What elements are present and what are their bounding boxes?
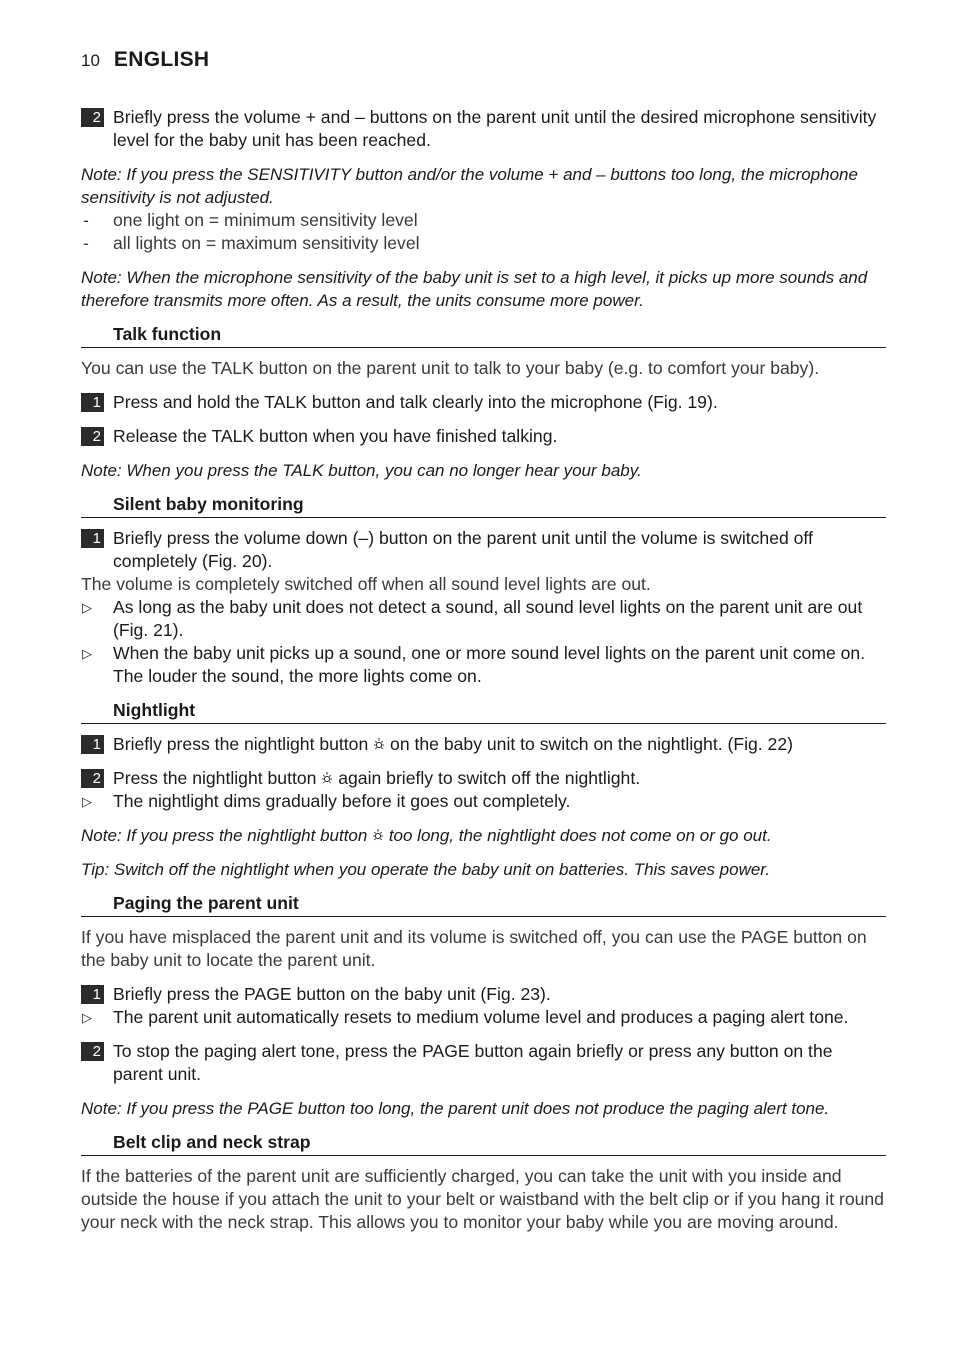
step-text: To stop the paging alert tone, press the PAGE button again briefly or press any button on the parent unit.: [113, 1041, 833, 1084]
dash-marker: -: [83, 210, 89, 230]
step-item: [81, 106, 886, 152]
triangle-bullet-icon: ▷: [82, 600, 92, 615]
list-item: [81, 232, 886, 255]
step-text-end: on the baby unit to switch on the nightlight. (Fig. 22): [390, 734, 793, 754]
step-item: [81, 983, 886, 1006]
step-text: Briefly press the PAGE button on the baby unit (Fig. 23).: [113, 984, 551, 1004]
list-item: [81, 1006, 886, 1029]
list-item-text: one light on = minimum sensitivity level: [113, 210, 418, 230]
section-heading-belt-clip: Belt clip and neck strap: [81, 1131, 886, 1156]
note-text-end: too long, the nightlight does not come on or go out.: [388, 826, 772, 845]
step-number: 1: [81, 529, 104, 548]
step-number: 2: [81, 1042, 104, 1061]
step-text: Press and hold the TALK button and talk clearly into the microphone (Fig. 19).: [113, 392, 718, 412]
tip: Tip: Switch off the nightlight when you operate the baby unit on batteries. This saves power.: [81, 860, 771, 879]
step-item: [81, 733, 886, 756]
step-text: Briefly press the volume down (–) button on the parent unit until the volume is switched off completely (Fig. 20).: [113, 528, 813, 571]
step-item: [81, 527, 886, 573]
list-item: [81, 642, 886, 688]
list-item-text: all lights on = maximum sensitivity level: [113, 233, 420, 253]
list-item-text: The parent unit automatically resets to medium volume level and produces a paging alert tone.: [113, 1007, 849, 1027]
list-item-text: The nightlight dims gradually before it goes out completely.: [113, 791, 571, 811]
paragraph: If you have misplaced the parent unit and its volume is switched off, you can use the PAGE button on the baby unit to locate the parent unit.: [81, 927, 867, 970]
step-text: [113, 767, 886, 790]
step-item: [81, 1040, 886, 1086]
triangle-bullet-icon: ▷: [82, 646, 92, 661]
note: Note: When you press the TALK button, you can no longer hear your baby.: [81, 461, 642, 480]
section-heading-nightlight: Nightlight: [81, 699, 886, 724]
list-item: [81, 790, 886, 813]
paragraph: The volume is completely switched off when all sound level lights are out.: [81, 574, 651, 594]
section-heading-talk: Talk function: [81, 323, 886, 348]
nightlight-sun-icon: [373, 737, 385, 751]
list-item-text: As long as the baby unit does not detect a sound, all sound level lights on the parent unit are out (Fig. 21).: [113, 597, 863, 640]
list-item: [81, 596, 886, 642]
paragraph: You can use the TALK button on the parent unit to talk to your baby (e.g. to comfort your baby).: [81, 358, 820, 378]
step-number: 2: [81, 427, 104, 446]
step-number: 2: [81, 769, 104, 788]
step-item: [81, 391, 886, 414]
triangle-bullet-icon: ▷: [82, 1010, 92, 1025]
page-content: [81, 106, 886, 1234]
paragraph: If the batteries of the parent unit are sufficiently charged, you can take the unit with you inside and outside the house if you attach the unit to your belt or waistband with the belt clip or if you hang it round your neck with the neck strap. This allows you to monitor your baby while you are moving around.: [81, 1166, 884, 1232]
note: Note: If you press the PAGE button too long, the parent unit does not produce the paging alert tone.: [81, 1099, 830, 1118]
step-text-start: Briefly press the nightlight button: [113, 734, 369, 754]
note: Note: When the microphone sensitivity of the baby unit is set to a high level, it picks up more sounds and therefore transmits more often. As a result, the units consume more power.: [81, 268, 868, 310]
step-item: [81, 425, 886, 448]
page-header: [81, 48, 209, 74]
section-heading-paging: Paging the parent unit: [81, 892, 886, 917]
step-item: [81, 767, 886, 790]
nightlight-sun-icon: [321, 771, 333, 785]
step-text: Briefly press the volume + and – buttons on the parent unit until the desired microphone sensitivity level for the baby unit has been reached.: [113, 107, 877, 150]
step-text-start: Press the nightlight button: [113, 768, 317, 788]
language-title: ENGLISH: [113, 48, 210, 71]
dash-marker: -: [83, 233, 89, 253]
triangle-bullet-icon: ▷: [82, 794, 92, 809]
step-number: 1: [81, 393, 104, 412]
step-number: 1: [81, 735, 104, 754]
step-text-end: again briefly to switch off the nightlight.: [338, 768, 641, 788]
note-text-start: Note: If you press the nightlight button: [81, 826, 368, 845]
note: [81, 824, 886, 847]
step-number: 2: [81, 108, 104, 127]
section-heading-silent: Silent baby monitoring: [81, 493, 886, 518]
step-number: 1: [81, 985, 104, 1004]
list-item: [81, 209, 886, 232]
step-text: Release the TALK button when you have finished talking.: [113, 426, 558, 446]
list-item-text: When the baby unit picks up a sound, one or more sound level lights on the parent unit come on. The louder the sound, the more lights come on.: [113, 643, 866, 686]
note: Note: If you press the SENSITIVITY button and/or the volume + and – buttons too long, the microphone sensitivity is not adjusted.: [81, 165, 858, 207]
nightlight-sun-icon: [372, 828, 384, 842]
step-text: [113, 733, 886, 756]
page-number: 10: [81, 51, 100, 70]
